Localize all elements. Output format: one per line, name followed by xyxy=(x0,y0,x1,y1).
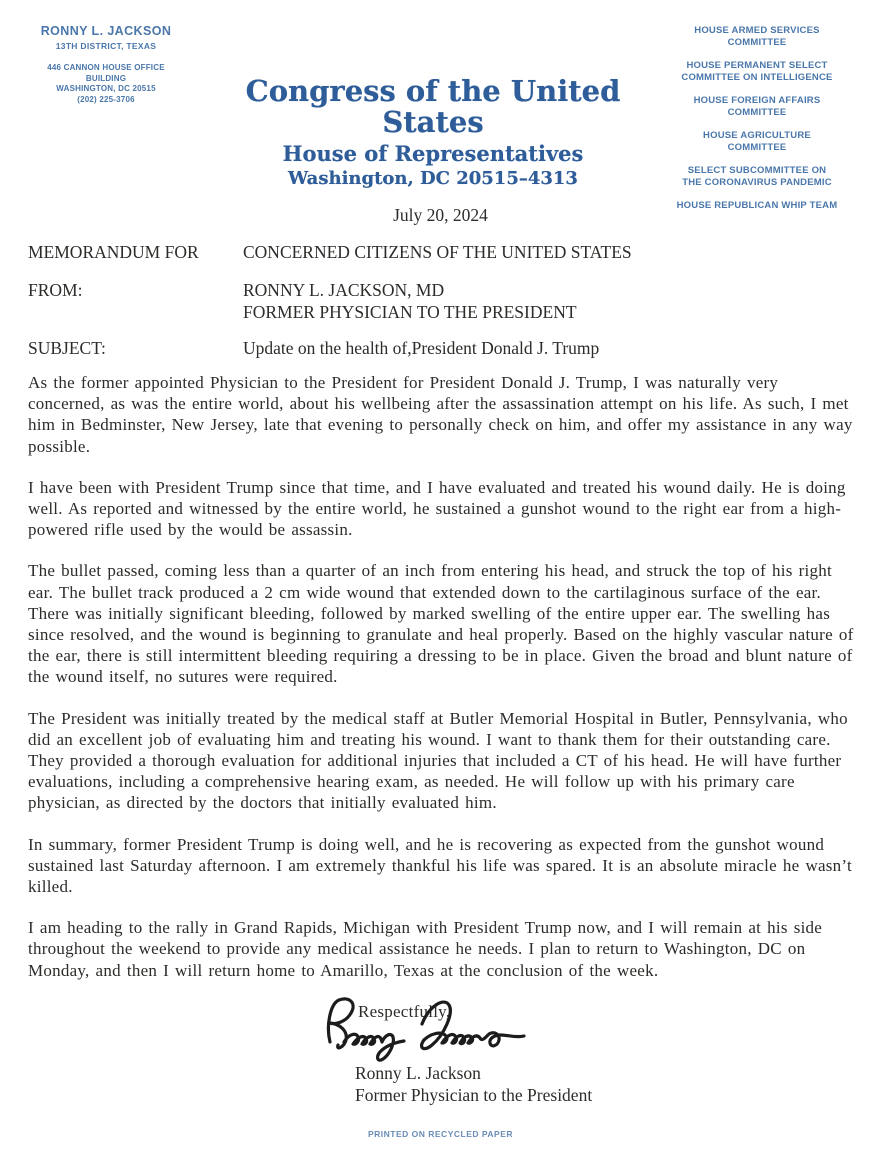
signature-block xyxy=(355,1062,592,1106)
recycled-paper-note: PRINTED ON RECYCLED PAPER xyxy=(367,1129,514,1139)
sender-address-line: (202) 225-3706 xyxy=(77,94,135,104)
congress-masthead xyxy=(233,76,633,189)
sender-block xyxy=(26,24,186,105)
masthead-line2: House of Representatives xyxy=(282,141,584,166)
signer-title: Former Physician to the President xyxy=(355,1085,593,1105)
sender-address-line: WASHINGTON, DC 20515 xyxy=(56,84,156,93)
body-paragraph: I have been with President Trump since that time, and I have evaluated and treated his wound daily. He is doing well. As reported and witnessed by the entire world, he sustained a gunshot wound to the right ear from a high-powered rifle used by the would be assassin. xyxy=(28,477,846,540)
body-paragraph: The bullet passed, coming less than a quarter of an inch from entering his head, and struck the top of his right ear. The bullet track produced a 2 cm wide wound that extended down to the cartilaginous surface of the ear. There was initially significant bleeding, followed by marked swelling of the entire upper ear. The swelling has since resolved, and the wound is beginning to granulate and heal properly. Based on the highly vascular nature of the ear, there is still intermittent bleeding requiring a dressing to be in place. Given the broad and blunt nature of the wound itself, no sutures were required. xyxy=(28,561,854,687)
memo-for-value: CONCERNED CITIZENS OF THE UNITED STATES xyxy=(243,242,632,262)
committee-item: HOUSE REPUBLICAN WHIP TEAM xyxy=(676,200,838,211)
memo-row-for xyxy=(28,242,856,263)
committee-item: HOUSE PERMANENT SELECT COMMITTEE ON INTELLIGENCE xyxy=(681,60,833,83)
letter-body xyxy=(28,372,856,1022)
sender-address-line: 446 CANNON HOUSE OFFICE BUILDING xyxy=(47,63,165,83)
committees-list xyxy=(656,25,858,212)
committee-item: SELECT SUBCOMMITTEE ON THE CORONAVIRUS PANDEMIC xyxy=(682,165,832,188)
body-paragraph: As the former appointed Physician to the President for President Donald J. Trump, I was naturally very concerned, as was the entire world, about his wellbeing after the assassination attempt on his life. As such, I met him in Bedminster, New Jersey, late that evening to personally check on him, and offer my assistance in any way possible. xyxy=(28,373,853,456)
memo-row-subject xyxy=(28,338,856,359)
body-paragraph: The President was initially treated by the medical staff at Butler Memorial Hospital in Butler, Pennsylvania, who did an excellent job of evaluating him and treating his wound. I want to thank them for their outstanding care. They provided a thorough evaluation for additional injuries that included a CT of his head. He will have further evaluations, including a comprehensive hearing exam, as needed. He will follow up with his primary care physician, as directed by the doctors that initially evaluated him. xyxy=(28,708,848,813)
body-paragraph: In summary, former President Trump is doing well, and he is recovering as expected from the gunshot wound sustained last Saturday afternoon. I am extremely thankful his life was spared. It is an absolute miracle he wasn’t killed. xyxy=(28,834,852,897)
sender-address xyxy=(26,63,186,105)
memo-from-value: RONNY L. JACKSON, MD FORMER PHYSICIAN TO THE PRESIDENT xyxy=(243,280,577,322)
valediction: Respectfully, xyxy=(358,1001,451,1021)
memo-subject-label: SUBJECT: xyxy=(28,338,106,358)
memo-from-label: FROM: xyxy=(28,280,83,300)
body-paragraph: I am heading to the rally in Grand Rapids, Michigan with President Trump now, and I will remain at his side throughout the weekend to provide any medical assistance he needs. I plan to return to Washington, DC on Monday, and then I will return home to Amarillo, Texas at the conclusion of the week. xyxy=(28,918,823,980)
committee-item: HOUSE ARMED SERVICES COMMITTEE xyxy=(694,25,820,48)
memo-header xyxy=(28,242,856,359)
memo-row-from xyxy=(28,280,856,323)
letter-date: July 20, 2024 xyxy=(393,205,488,225)
sender-name: RONNY L. JACKSON xyxy=(40,24,172,38)
committee-item: HOUSE FOREIGN AFFAIRS COMMITTEE xyxy=(693,95,821,118)
memo-subject-value: Update on the health of,President Donald J. Trump xyxy=(243,338,600,358)
sender-district: 13TH DISTRICT, TEXAS xyxy=(55,41,157,51)
signature-scrawl xyxy=(316,990,536,1071)
masthead-line3: Washington, DC 20515–4313 xyxy=(288,168,578,189)
memo-for-label: MEMORANDUM FOR xyxy=(28,242,199,262)
committee-item: HOUSE AGRICULTURE COMMITTEE xyxy=(703,130,811,153)
masthead-line1: Congress of the United States xyxy=(245,74,621,139)
signer-name: Ronny L. Jackson xyxy=(355,1063,481,1083)
